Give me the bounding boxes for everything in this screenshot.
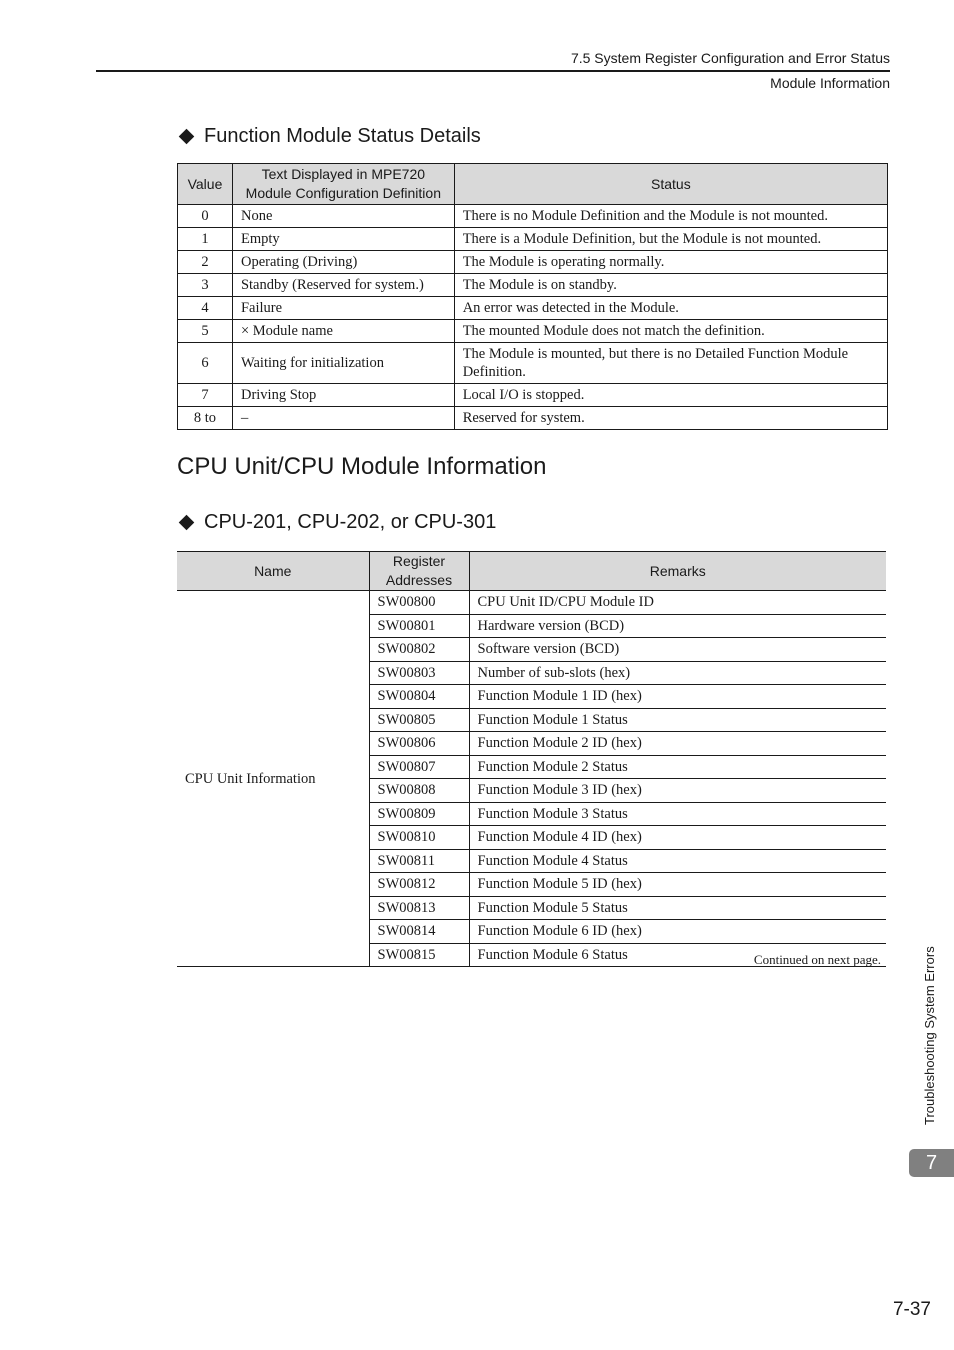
row-address: SW00810 [369, 826, 469, 850]
row-remarks: Function Module 4 Status [469, 849, 886, 873]
table-row [178, 228, 888, 251]
row-text: Driving Stop [232, 384, 454, 407]
cpu-unit-module-information-heading: CPU Unit/CPU Module Information [177, 453, 547, 480]
column-header-text-line1: Text Displayed in MPE720 [261, 166, 426, 182]
row-address: SW00814 [369, 920, 469, 944]
column-header-value: Value [178, 164, 233, 205]
column-header-register-line1: Register [392, 553, 446, 569]
row-address: SW00804 [369, 685, 469, 709]
table-header-row [177, 552, 886, 591]
row-address: SW00807 [369, 755, 469, 779]
continued-note: Continued on next page. [753, 952, 881, 967]
row-status: The Module is operating normally. [454, 251, 887, 274]
row-value: 0 [178, 205, 233, 228]
table-header-row [178, 164, 888, 205]
row-remarks: Number of sub-slots (hex) [469, 661, 886, 685]
column-header-name: Name [177, 552, 369, 591]
chapter-side-label: Troubleshooting System Errors [922, 946, 937, 1125]
row-text: Failure [232, 297, 454, 320]
column-header-text-line2: Module Configuration Definition [245, 185, 441, 201]
row-status: Reserved for system. [454, 407, 887, 430]
page-number: 7-37 [892, 1299, 931, 1320]
table-row [178, 251, 888, 274]
row-address: SW00811 [369, 849, 469, 873]
row-address: SW00813 [369, 896, 469, 920]
table-row [178, 297, 888, 320]
cpu-models-heading [177, 511, 496, 534]
header-subsection-title: Module Information [770, 75, 890, 91]
column-header-register-addresses [369, 552, 469, 591]
row-value: 8 to [178, 407, 233, 430]
row-remarks: Function Module 3 ID (hex) [469, 779, 886, 803]
row-remarks: Software version (BCD) [469, 638, 886, 662]
function-module-status-title: Function Module Status Details [204, 125, 481, 147]
row-remarks: Function Module 6 Status [469, 943, 886, 967]
row-address: SW00815 [369, 943, 469, 967]
row-remarks: Function Module 4 ID (hex) [469, 826, 886, 850]
table-row [178, 343, 888, 384]
row-remarks: Function Module 6 ID (hex) [469, 920, 886, 944]
row-address: SW00803 [369, 661, 469, 685]
row-address: SW00808 [369, 779, 469, 803]
cpu-models-title: CPU-201, CPU-202, or CPU-301 [204, 511, 497, 533]
row-text: None [232, 205, 454, 228]
row-status: There is a Module Definition, but the Module is not mounted. [454, 228, 887, 251]
row-remarks: Function Module 3 Status [469, 802, 886, 826]
chapter-tab: 7 [909, 1149, 954, 1177]
row-text: – [232, 407, 454, 430]
header-rule [96, 70, 890, 72]
row-text: Standby (Reserved for system.) [232, 274, 454, 297]
row-value: 4 [178, 297, 233, 320]
row-text: Waiting for initialization [232, 343, 454, 384]
row-status: An error was detected in the Module. [454, 297, 887, 320]
row-status: Local I/O is stopped. [454, 384, 887, 407]
table-row [177, 591, 886, 615]
row-value: 3 [178, 274, 233, 297]
row-value: 5 [178, 320, 233, 343]
row-text: Operating (Driving) [232, 251, 454, 274]
column-header-remarks: Remarks [469, 552, 886, 591]
row-text: Empty [232, 228, 454, 251]
row-address: SW00800 [369, 591, 469, 615]
row-value: 7 [178, 384, 233, 407]
row-status: The Module is on standby. [454, 274, 887, 297]
row-address: SW00805 [369, 708, 469, 732]
row-address: SW00812 [369, 873, 469, 897]
function-module-status-table [177, 163, 888, 430]
column-header-register-line2: Addresses [385, 572, 453, 588]
row-address: SW00809 [369, 802, 469, 826]
row-value: 1 [178, 228, 233, 251]
row-address: SW00802 [369, 638, 469, 662]
row-text: × Module name [232, 320, 454, 343]
row-remarks: Hardware version (BCD) [469, 614, 886, 638]
row-status: The Module is mounted, but there is no Detailed Function Module Definition. [454, 343, 887, 384]
row-remarks: Function Module 1 Status [469, 708, 886, 732]
row-remarks: Function Module 1 ID (hex) [469, 685, 886, 709]
row-address: SW00806 [369, 732, 469, 756]
group-name-cell: CPU Unit Information [177, 591, 369, 967]
row-value: 2 [178, 251, 233, 274]
table-row [178, 205, 888, 228]
table-row [178, 274, 888, 297]
row-address: SW00801 [369, 614, 469, 638]
row-status: The mounted Module does not match the definition. [454, 320, 887, 343]
column-header-status: Status [454, 164, 887, 205]
row-remarks: CPU Unit ID/CPU Module ID [469, 591, 886, 615]
table-row [178, 407, 888, 430]
diamond-bullet-icon [179, 515, 195, 531]
table-row [178, 320, 888, 343]
row-remarks: Function Module 5 Status [469, 896, 886, 920]
header-section-title: 7.5 System Register Configuration and Error Status [570, 50, 890, 66]
row-status: There is no Module Definition and the Module is not mounted. [454, 205, 887, 228]
row-value: 6 [178, 343, 233, 384]
row-remarks: Function Module 5 ID (hex) [469, 873, 886, 897]
function-module-status-heading [177, 125, 481, 148]
cpu-unit-information-table [177, 551, 886, 967]
diamond-bullet-icon [179, 129, 195, 145]
column-header-text-displayed [232, 164, 454, 205]
row-remarks: Function Module 2 Status [469, 755, 886, 779]
row-remarks: Function Module 2 ID (hex) [469, 732, 886, 756]
table-row [178, 384, 888, 407]
